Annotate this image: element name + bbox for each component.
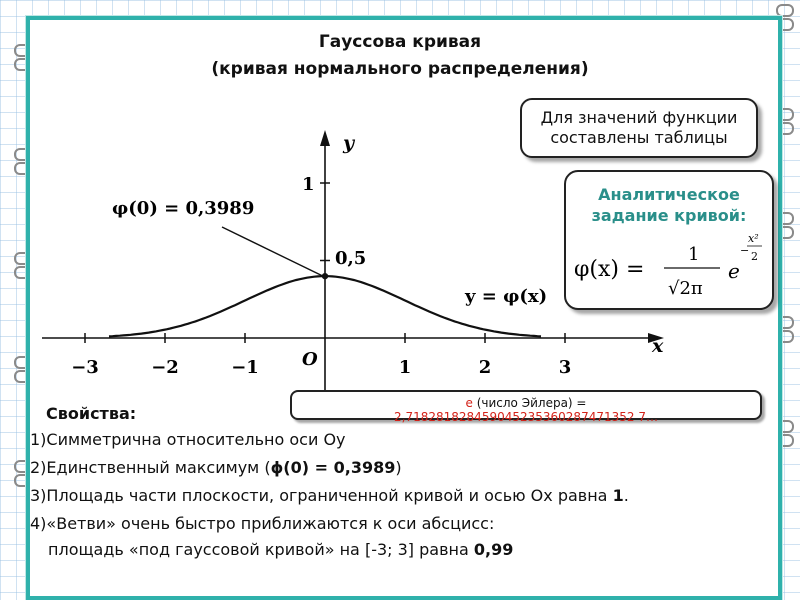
x-axis-label: x — [652, 335, 664, 357]
y-axis-arrow — [320, 130, 330, 146]
x-tick-label: −3 — [71, 357, 99, 378]
analytic-heading-line2: задание кривой: — [591, 206, 747, 225]
tables-callout: Для значений функции составлены таблицы — [520, 98, 758, 158]
formula-denominator: √2π — [668, 278, 703, 299]
property-3: 3)Площадь части плоскости, ограниченной кривой и осью Ox равна 1. — [30, 486, 629, 505]
analytic-heading-line1: Аналитическое — [598, 185, 740, 204]
property-1: 1)Симметрична относительно оси Oy — [30, 430, 346, 449]
x-tick-label: 2 — [478, 357, 492, 378]
euler-value: 2,718281828459045235360287471352 7… — [394, 410, 658, 424]
formula-e: e — [728, 259, 740, 283]
phi0-label: φ(0) = 0,3989 — [112, 198, 255, 219]
formula-numerator: 1 — [688, 244, 700, 265]
formula-exp-den: 2 — [751, 250, 758, 263]
slide-title: Гауссова кривая — [318, 32, 482, 52]
formula-lhs: φ(x) = — [574, 257, 645, 282]
y-axis-label: y — [343, 132, 355, 154]
property-3-value: 1 — [612, 486, 624, 505]
density-formula — [572, 228, 768, 306]
x-tick-label: 3 — [558, 357, 572, 378]
euler-e: e — [465, 396, 473, 410]
property-4-value: 0,99 — [473, 540, 514, 559]
y-tick-1-label: 1 — [302, 174, 315, 195]
property-4-detail: площадь «под гауссовой кривой» на [-3; 3] равна 0,99 — [48, 540, 514, 559]
curve-label: y = φ(x) — [465, 286, 548, 307]
analytic-callout — [564, 170, 774, 310]
slide-subtitle: (кривая нормального распределения) — [211, 59, 589, 79]
formula-exp-num: x² — [748, 232, 759, 245]
euler-number-box — [290, 390, 762, 424]
property-4: 4)«Ветви» очень быстро приближаются к оси абсцисс: — [30, 514, 495, 533]
y-tick-half-label: 0,5 — [335, 248, 367, 269]
property-2: 2)Единственный максимум (ϕ(0) = 0,3989) — [30, 458, 402, 477]
x-tick-label: 1 — [398, 357, 412, 378]
formula-exp-minus: − — [740, 244, 750, 257]
x-tick-label: −2 — [151, 357, 179, 378]
property-2-value: ϕ(0) = 0,3989 — [270, 458, 396, 477]
phi0-pointer-line — [222, 227, 323, 276]
origin-label: O — [302, 349, 318, 370]
properties-heading: Свойства: — [46, 404, 137, 423]
x-tick-label: −1 — [231, 357, 259, 378]
euler-caption: (число Эйлера) = — [472, 396, 587, 410]
